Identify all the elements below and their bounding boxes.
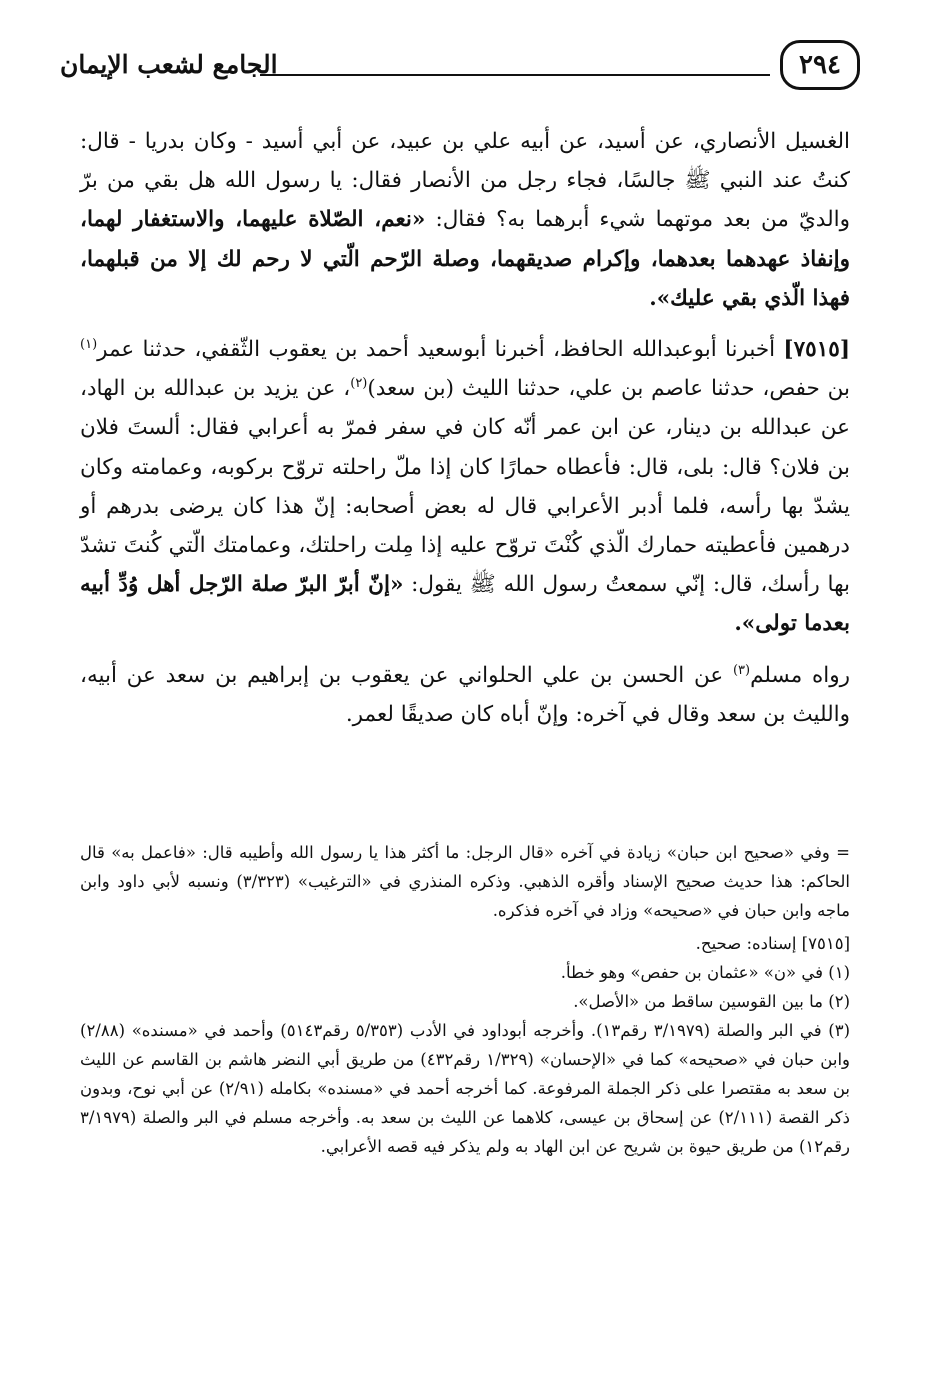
narration-text: ، عن يزيد بن عبدالله بن الهاد، عن عبدالله بن دينار، عن ابن عمر أنّه كان في سفر فمرّ به أعرابي فقال: ألستَ فلان بن فلان؟ قال: بلى، قال: فأعطاه حمارًا كان إذا ملّ راحلته تروّح بركوبه، وعمامته وكان يشدّ بها رأسه، فلما أدبر الأعرابي قال له بعض أصحابه: إنّ هذا كان يرضى بدرهم أو درهمين فأعطيته حمارك الّذي كُنْتَ تروّح عليه إذا مِلت راحلتك، وعمامتك الّتي كُنتَ تشدّ بها رأسك، قال: إنّي سمعتُ رسول الله ﷺ يقول: xyxy=(80,376,850,598)
header-rule xyxy=(260,74,770,76)
paragraph-hadith-7514-end xyxy=(80,122,850,318)
page-header xyxy=(60,40,860,98)
prophetic-saying: «نعم، الصّلاة عليهما، والاستغفار لهما، وإنفاذ عهدهما بعدهما، وإكرام صديقهما، وصلة الرّحم الّتي لا رحم لك إلا من قبلهما، فهذا الّذي بقي عليك». xyxy=(80,207,850,311)
main-text xyxy=(80,122,850,734)
footnote-2: (٢) ما بين القوسين ساقط من «الأصل». xyxy=(573,992,850,1011)
footnote-continuation: = وفي «صحيح ابن حبان» زيادة في آخره «قال الرجل: ما أكثر هذا يا رسول الله وأطيبه قال: «فاعمل به» قال الحاكم: هذا حديث صحيح الإسناد وأقره الذهبي. وذكره المنذري في «الترغيب» (٣/٣٢٣) ونسبه لأبي داود وابن ماجه وابن حبان في «صحيحه» وزاد في آخره فذكره. xyxy=(80,843,850,920)
isnad-text: بن حفص، حدثنا عاصم بن علي، حدثنا الليث (بن سعد) xyxy=(367,376,851,402)
running-title: الجامع لشعب الإيمان xyxy=(60,50,278,79)
prophetic-saying: «إنّ أبرّ البرّ صلة الرّجل أهل وُدِّ أبيه بعدما تولى». xyxy=(80,572,850,637)
paragraph-takhrij xyxy=(80,656,850,734)
footnote-1: (١) في «ن» «عثمان بن حفص» وهو خطأ. xyxy=(560,963,850,982)
hadith-number: [٧٥١٥] xyxy=(783,337,850,363)
footnote-ref-1: (١) xyxy=(80,336,98,352)
footnotes xyxy=(80,838,850,1161)
isnad-text: أخبرنا أبوعبدالله الحافظ، أخبرنا أبوسعيد أحمد بن يعقوب الثّقفي، حدثنا عمر xyxy=(97,337,784,363)
footnote-ref-2: (٢) xyxy=(350,376,368,392)
footnote-ref-3: (٣) xyxy=(732,662,751,678)
takhrij-text: رواه مسلم xyxy=(750,662,850,688)
footnote-3: (٣) في البر والصلة (٣/١٩٧٩ رقم١٣). وأخرجه أبوداود في الأدب (٥/٣٥٣ رقم٥١٤٣) وأحمد في «مسنده» (٢/٨٨) وابن حبان في «صحيحه» كما في «الإحسان» (١/٣٢٩ رقم٤٣٢) من طريق أبي النضر هاشم بن القاسم عن الليث بن سعد به مقتصرا على ذكر الجملة المرفوعة. كما أخرجه أحمد في «مسنده» بكامله (٢/٩١) عن أبي نوح، وبدون ذكر القصة (٢/١١١) عن إسحاق بن عيسى، كلاهما عن الليث بن سعد به. وأخرجه مسلم في البر والصلة (٣/١٩٧٩ رقم١٢) من طريق حيوة بن شريح عن ابن الهاد به ولم يذكر فيه قصه الأعرابي. xyxy=(80,1021,850,1156)
paragraph-hadith-7515 xyxy=(80,330,850,644)
narration-text: الغسيل الأنصاري، عن أسيد، عن أبيه علي بن عبيد، عن أبي أسيد - وكان بدريا - قال: كنتُ عند النبي ﷺ جالسًا، فجاء رجل من الأنصار فقال: يا رسول الله هل بقي من برّ والديّ من بعد موتهما شيء أبرهما به؟ فقال: xyxy=(80,129,850,233)
page-number: ٢٩٤ xyxy=(780,40,860,90)
footnote-isnad: [٧٥١٥] إسناده: صحيح. xyxy=(695,934,850,953)
takhrij-text: عن الحسن بن علي الحلواني عن يعقوب بن إبراهيم بن سعد عن أبيه، والليث بن سعد وقال في آخره: وإنّ أباه كان صديقًا لعمر. xyxy=(80,662,850,727)
